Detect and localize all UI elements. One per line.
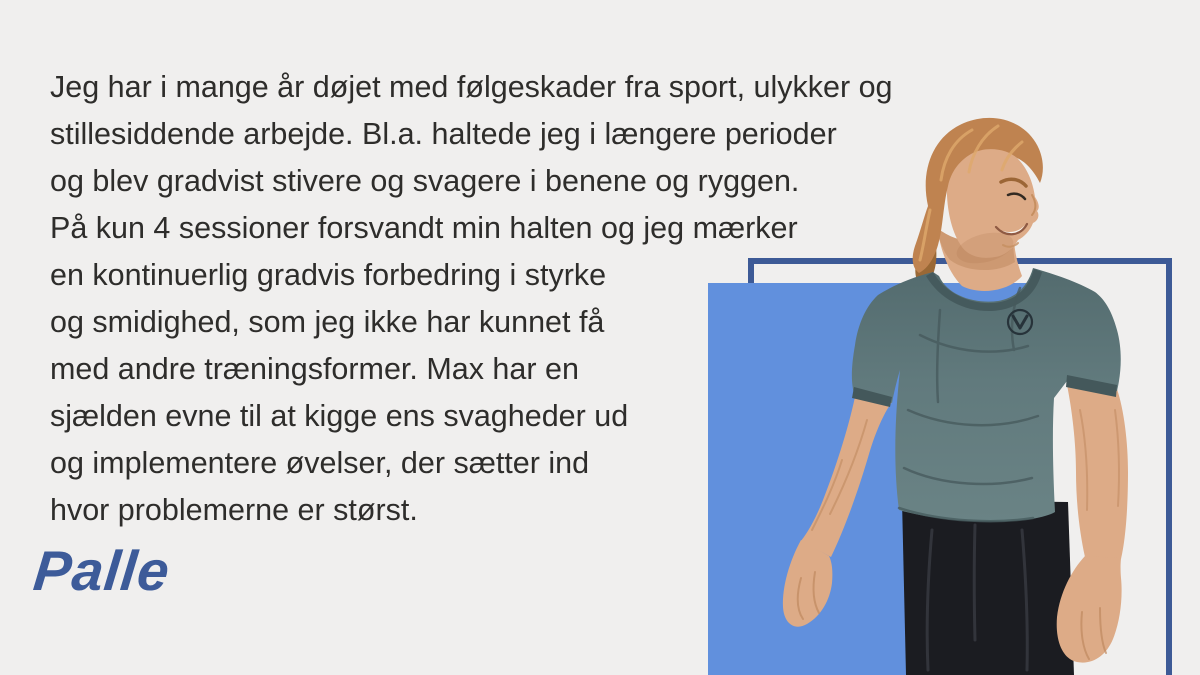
quote-line: sjælden evne til at kigge ens svagheder ud bbox=[50, 399, 629, 433]
quote-line: og smidighed, som jeg ikke har kunnet få bbox=[50, 305, 605, 339]
quote-line: og implementere øvelser, der sætter ind bbox=[50, 446, 590, 480]
signature-name: Palle bbox=[30, 539, 174, 602]
quote-line: stillesiddende arbejde. Bl.a. haltede jeg i længere perioder bbox=[50, 117, 837, 151]
quote-line: en kontinuerlig gradvis forbedring i styrke bbox=[50, 258, 607, 292]
quote-line: På kun 4 sessioner forsvandt min halten og jeg mærker bbox=[50, 211, 798, 245]
quote-line: med andre træningsformer. Max har en bbox=[50, 352, 579, 386]
quote-line: og blev gradvist stivere og svagere i benene og ryggen. bbox=[50, 164, 800, 198]
quote-line: hvor problemerne er størst. bbox=[50, 493, 418, 527]
testimonial-quote bbox=[50, 64, 893, 534]
quote-line: Jeg har i mange år døjet med følgeskader fra sport, ulykker og bbox=[50, 70, 893, 104]
